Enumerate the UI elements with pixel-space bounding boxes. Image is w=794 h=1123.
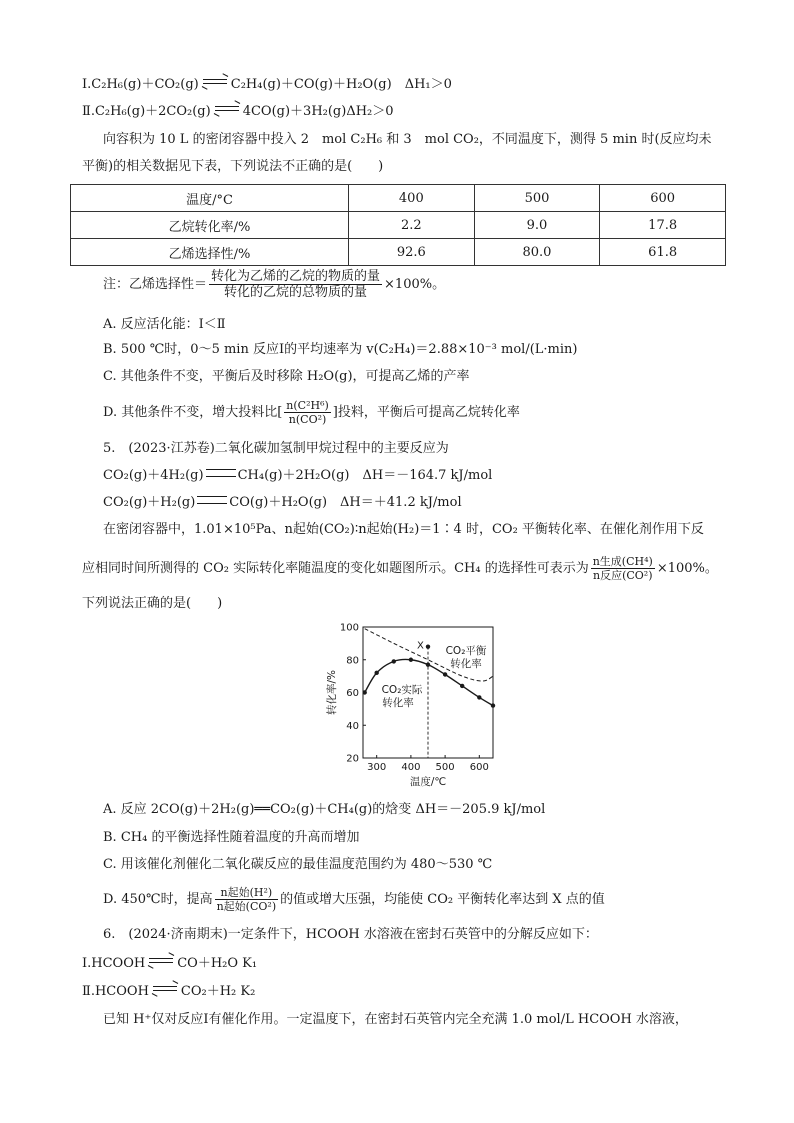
table-cell: 80.0 bbox=[474, 239, 600, 266]
q6-r2-right: CO₂＋H₂ K₂ bbox=[180, 984, 256, 999]
q5-head: 5. (2023·江苏卷)二氧化碳加氢制甲烷过程中的主要反应为 bbox=[103, 441, 449, 456]
q6-stem: 已知 H⁺仅对反应Ⅰ有催化作用。一定温度下，在密封石英管内完全充满 1.0 mol/L HCOOH 水溶液， bbox=[103, 1012, 688, 1027]
equilibrium-arrow-icon bbox=[202, 77, 228, 87]
option-d-denominator: n(CO²) bbox=[288, 413, 327, 426]
y-axis-label: 转化率/% bbox=[326, 669, 338, 716]
equilibrium-series-label: CO₂平衡 bbox=[445, 645, 487, 657]
note-denominator: 转化的乙烷的总物质的量 bbox=[224, 285, 368, 300]
q5-stem-line2 bbox=[82, 552, 718, 586]
option-d-prefix: D. 其他条件不变，增大投料比[ bbox=[103, 405, 283, 420]
q5-stem-line3: 下列说法正确的是( ) bbox=[82, 596, 223, 611]
table-header-cell: 温度/°C bbox=[71, 185, 349, 212]
x-point-marker bbox=[426, 644, 430, 648]
x-tick-label: 400 bbox=[401, 762, 421, 773]
actual-series-label-line2: 转化率 bbox=[382, 697, 414, 709]
equilibrium-arrow-icon bbox=[214, 104, 240, 114]
reaction-1-left: C₂H₆(g)＋CO₂(g) bbox=[91, 77, 199, 92]
table-cell: 乙烯选择性/% bbox=[71, 239, 349, 266]
table-header-cell: 500 bbox=[474, 185, 600, 212]
y-tick-label: 80 bbox=[346, 655, 359, 667]
reaction-2-label: Ⅱ. bbox=[82, 104, 95, 119]
table-header-cell: 400 bbox=[349, 185, 475, 212]
x-tick-label: 600 bbox=[469, 762, 489, 773]
table-header-row bbox=[71, 185, 726, 212]
note-suffix: ×100%。 bbox=[384, 277, 446, 292]
q5-eq2 bbox=[103, 494, 462, 512]
q5-option-a: A. 反应 2CO(g)＋2H₂(g)══CO₂(g)＋CH₄(g)的焓变 ΔH＝－205.9 kJ/mol bbox=[103, 802, 546, 817]
reaction-2 bbox=[82, 103, 394, 121]
reaction-1-right: C₂H₄(g)＋CO(g)＋H₂O(g) bbox=[230, 77, 392, 92]
reaction-1-dh: ΔH₁＞0 bbox=[404, 77, 452, 92]
data-point bbox=[477, 695, 481, 699]
q4-note bbox=[103, 268, 445, 302]
stem-line2-suffix: ×100%。 bbox=[656, 561, 718, 576]
eq2-left: CO₂(g)＋H₂(g) bbox=[103, 495, 196, 510]
x-point-label: X bbox=[417, 640, 424, 652]
option-d-fraction bbox=[215, 886, 279, 913]
q4-option-a: A. 反应活化能：Ⅰ＜Ⅱ bbox=[103, 317, 226, 332]
table-cell: 92.6 bbox=[349, 239, 475, 266]
y-tick-label: 60 bbox=[346, 688, 359, 699]
option-d-numerator: n起始(H²) bbox=[215, 886, 279, 900]
selectivity-fraction bbox=[591, 555, 655, 582]
option-d-prefix: D. 450℃时，提高 bbox=[103, 892, 213, 907]
x-tick-label: 300 bbox=[367, 762, 387, 773]
data-point bbox=[491, 703, 495, 707]
eq1-right: CH₄(g)＋2H₂O(g) ΔH＝－164.7 kJ/mol bbox=[237, 468, 493, 483]
y-tick-label: 100 bbox=[339, 622, 359, 634]
eq2-right: CO(g)＋H₂O(g) ΔH＝＋41.2 kJ/mol bbox=[229, 495, 462, 510]
option-d-denominator: n起始(CO²) bbox=[216, 900, 277, 913]
q5-eq1 bbox=[103, 467, 492, 485]
equal-sign-icon bbox=[206, 469, 236, 477]
reaction-1-label: Ⅰ. bbox=[82, 77, 92, 92]
equilibrium-arrow-icon bbox=[148, 956, 174, 966]
conversion-chart bbox=[320, 618, 500, 796]
table-cell: 61.8 bbox=[600, 239, 726, 266]
data-point bbox=[443, 672, 447, 676]
q4-option-b: B. 500 ℃时，0～5 min 反应Ⅰ的平均速率为 v(C₂H₄)＝2.88×10⁻³ mol/(L·min) bbox=[103, 342, 578, 357]
q4-option-d bbox=[103, 396, 520, 430]
equilibrium-series-label-line2: 转化率 bbox=[450, 658, 482, 670]
q6-head: 6. (2024·济南期末)一定条件下，HCOOH 水溶液在密封石英管中的分解反应如下： bbox=[103, 927, 598, 942]
option-d-fraction bbox=[284, 399, 331, 426]
q6-r2-left: Ⅱ.HCOOH bbox=[82, 984, 149, 999]
table-cell: 乙烷转化率/% bbox=[71, 212, 349, 239]
q5-stem-line1: 在密闭容器中，1.01×10⁵Pa、n起始(CO₂)∶n起始(H₂)＝1∶4 时，CO₂ 平衡转化率、在催化剂作用下反 bbox=[103, 522, 704, 537]
q5-option-c: C. 用该催化剂催化二氧化碳反应的最佳温度范围约为 480～530 ℃ bbox=[103, 857, 493, 872]
note-prefix: 注：乙烯选择性＝ bbox=[103, 277, 208, 292]
selectivity-numerator: n生成(CH⁴) bbox=[592, 555, 653, 568]
option-d-suffix: ]投料，平衡后可提高乙烷转化率 bbox=[332, 405, 520, 420]
note-fraction bbox=[209, 269, 382, 300]
equal-sign-icon bbox=[197, 496, 227, 504]
table-header-cell: 600 bbox=[600, 185, 726, 212]
y-tick-label: 20 bbox=[346, 753, 359, 765]
data-point bbox=[460, 684, 464, 688]
table-row bbox=[71, 239, 726, 266]
x-tick-label: 500 bbox=[435, 762, 455, 773]
option-d-numerator: n(C²H⁶) bbox=[286, 399, 329, 412]
reaction-2-left: C₂H₆(g)＋2CO₂(g) bbox=[94, 104, 211, 119]
actual-series-label: CO₂实际 bbox=[381, 684, 423, 696]
table-cell: 2.2 bbox=[349, 212, 475, 239]
q4-stem-line1: 向容积为 10 L 的密闭容器中投入 2 mol C₂H₆ 和 3 mol CO₂，不同温度下，测得 5 min 时(反应均未 bbox=[103, 132, 712, 147]
data-point bbox=[409, 658, 413, 662]
q6-r1-right: CO＋H₂O K₁ bbox=[177, 956, 258, 971]
q6-reaction-1 bbox=[82, 955, 257, 973]
q4-option-c: C. 其他条件不变，平衡后及时移除 H₂O(g)，可提高乙烯的产率 bbox=[103, 369, 470, 384]
q6-reaction-2 bbox=[82, 983, 255, 1001]
x-axis-label: 温度/℃ bbox=[409, 776, 447, 788]
q4-stem-line2: 平衡)的相关数据见下表，下列说法不正确的是( ) bbox=[82, 159, 384, 174]
data-table bbox=[70, 184, 726, 266]
q5-option-d bbox=[103, 883, 605, 917]
data-point bbox=[374, 671, 378, 675]
note-numerator: 转化为乙烯的乙烷的物质的量 bbox=[211, 269, 381, 284]
eq1-left: CO₂(g)＋4H₂(g) bbox=[103, 468, 204, 483]
equilibrium-arrow-icon bbox=[152, 984, 178, 994]
reaction-1 bbox=[82, 76, 452, 94]
table-cell: 9.0 bbox=[474, 212, 600, 239]
stem-line2-prefix: 应相同时间所测得的 CO₂ 实际转化率随温度的变化如题图所示。CH₄ 的选择性可表示为 bbox=[82, 561, 589, 576]
data-point bbox=[426, 662, 430, 666]
selectivity-denominator: n反应(CO²) bbox=[593, 569, 653, 582]
data-point bbox=[363, 690, 367, 694]
reaction-2-right: 4CO(g)＋3H₂(g)ΔH₂＞0 bbox=[242, 104, 394, 119]
table-cell: 17.8 bbox=[600, 212, 726, 239]
option-d-suffix: 的值或增大压强，均能使 CO₂ 平衡转化率达到 X 点的值 bbox=[280, 892, 605, 907]
data-point bbox=[392, 659, 396, 663]
q5-option-b: B. CH₄ 的平衡选择性随着温度的升高而增加 bbox=[103, 830, 360, 845]
table-row bbox=[71, 212, 726, 239]
q6-r1-left: Ⅰ.HCOOH bbox=[82, 956, 146, 971]
y-tick-label: 40 bbox=[346, 720, 359, 732]
